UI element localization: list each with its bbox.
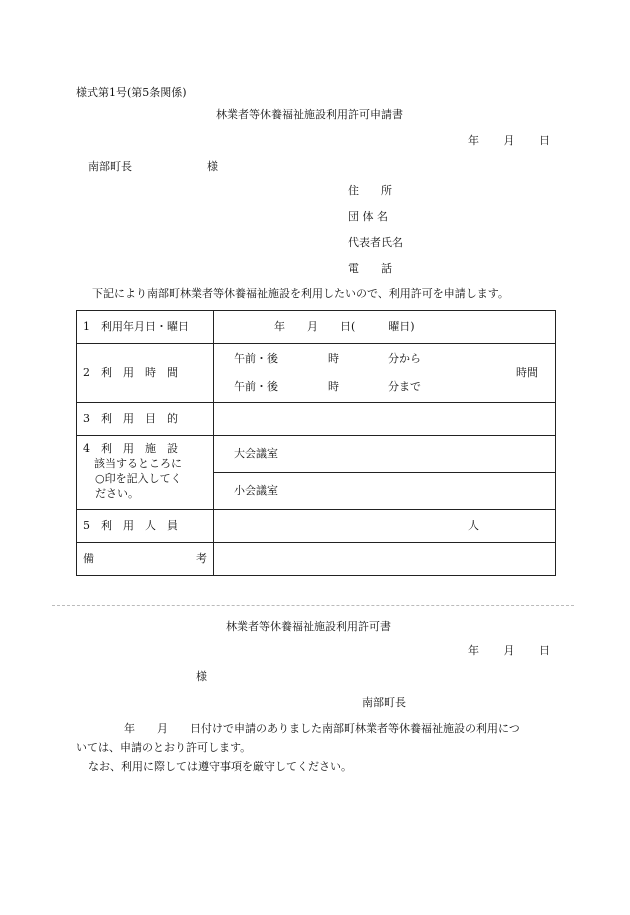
permit-date-month: 月 [503,644,515,657]
date-day: 日 [539,134,550,147]
facility-label-line: ○印を記入してく [95,471,182,485]
time-end-min: 分まで [388,380,421,393]
permit-addressee-suffix: 様 [196,670,207,683]
intro-text: 下記により南部町林業者等休養福祉施設を利用したいので、利用許可を申請します。 [92,287,509,300]
time-total-unit: 時間 [516,366,538,379]
cut-line-divider [52,605,574,606]
row-purpose-value [214,403,556,436]
permit-date-year: 年 [468,644,479,657]
time-start-hour: 時 [328,352,339,365]
facility-label-line: 4 利 用 施 設 [83,442,178,455]
row-facility-label [77,436,214,510]
addressee-suffix: 様 [207,160,218,173]
permit-date [468,644,550,657]
row-people-unit: 人 [214,510,556,543]
time-end-ampm: 午前・後 [234,380,278,393]
table-row [77,436,556,473]
table-row [77,311,556,344]
addressee-name: 南部町長 [88,160,132,173]
field-phone-label: 電 話 [348,262,392,275]
date-month: 月 [503,134,515,147]
table-row [77,344,556,403]
permit-body-line1: 年 月 日付けで申請のありました南部町林業者等休養福祉施設の利用につ [124,722,520,735]
row-people-label: 5 利 用 人 員 [77,510,214,543]
table-row [77,510,556,543]
remarks-label-left: 備 [83,552,94,566]
form-number: 様式第1号(第5条関係) [76,86,187,99]
row-remarks-value [214,543,556,576]
application-date [468,134,550,147]
field-representative-label: 代表者氏名 [348,236,403,249]
row-time-label: 2 利 用 時 間 [77,344,214,403]
application-table [76,310,556,576]
row-remarks-label [77,543,214,576]
application-title: 林業者等休養福祉施設利用許可申請書 [216,108,403,121]
table-row [77,403,556,436]
facility-label-line: ださい。 [95,486,139,500]
time-end-hour: 時 [328,380,339,393]
time-start-min: 分から [388,352,421,365]
facility-option-small-hall: 小会議室 [214,473,556,510]
table-row [77,543,556,576]
date-year: 年 [468,134,479,147]
time-start-ampm: 午前・後 [234,352,278,365]
remarks-label-right: 考 [196,552,207,566]
permit-title: 林業者等休養福祉施設利用許可書 [226,620,391,633]
row-date-value: 年 月 日( 曜日) [214,311,556,344]
field-group-name-label: 団 体 名 [348,210,388,223]
facility-option-large-hall: 大会議室 [214,436,556,473]
permit-body-line3: なお、利用に際しては遵守事項を厳守してください。 [88,760,352,773]
permit-issuer: 南部町長 [362,696,406,709]
field-address-label: 住 所 [348,184,392,197]
permit-date-day: 日 [539,644,550,657]
row-purpose-label: 3 利 用 目 的 [77,403,214,436]
facility-label-line: 該当するところに [83,456,182,470]
row-time-value [214,344,556,403]
permit-body-line2: いては、申請のとおり許可します。 [76,741,252,754]
row-date-label: 1 利用年月日・曜日 [77,311,214,344]
